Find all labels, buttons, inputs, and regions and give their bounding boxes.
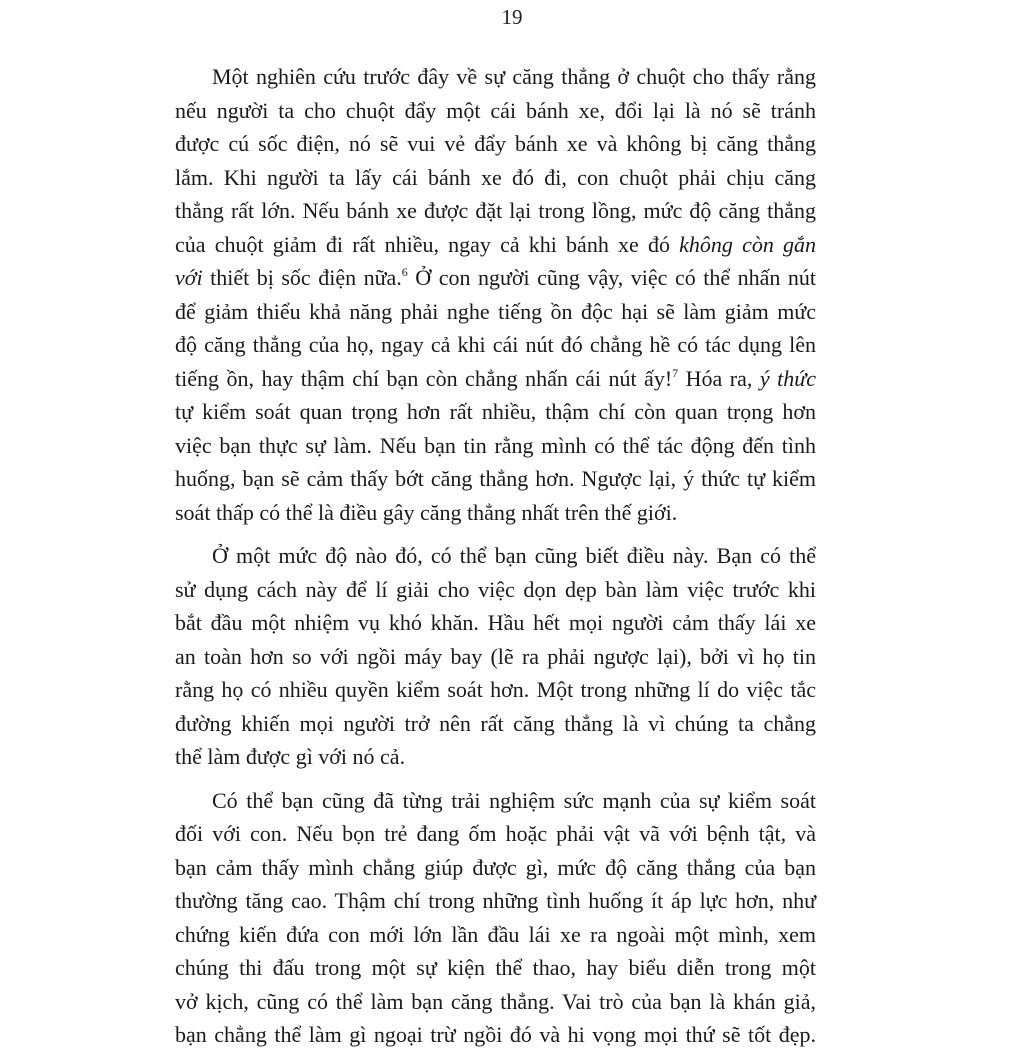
text-line (175, 60, 816, 94)
page-number: 19 (501, 5, 523, 29)
text-run: của chuột giảm đi rất nhiều, ngay cả khi bánh xe đó (175, 231, 680, 257)
text-run: chúng thi đấu trong một sự kiện thể thao, hay biểu diễn trong một (175, 955, 816, 980)
body-text (175, 60, 816, 1062)
text-run: độ căng thẳng của họ, ngay cả khi cái nút đó chẳng hề có tác dụng lên (175, 332, 816, 357)
text-run: thẳng rất lớn. Nếu bánh xe được đặt lại trong lồng, mức độ căng thẳng (175, 198, 816, 223)
text-run: soát thấp có thể là điều gây căng thẳng nhất trên thế giới. (175, 499, 678, 525)
text-line (175, 429, 816, 463)
text-line (175, 194, 816, 228)
text-line (175, 295, 816, 329)
text-line (175, 985, 816, 1019)
text-run: rằng họ có nhiều quyền kiểm soát hơn. Một trong những lí do việc tắc (175, 677, 816, 702)
paragraph (175, 60, 816, 529)
text-line (175, 784, 816, 818)
text-run: được cú sốc điện, nó sẽ vui vẻ đẩy bánh xe và không bị căng thẳng (175, 131, 816, 156)
text-line (175, 606, 816, 640)
text-run: đối với con. Nếu bọn trẻ đang ốm hoặc phải vật vã với bệnh tật, và (175, 821, 816, 846)
text-run: Ở một mức độ nào đó, có thể bạn cũng biết điều này. Bạn có thể (212, 543, 816, 568)
italic-text: không còn gắn (679, 231, 817, 257)
text-line (175, 740, 816, 774)
text-line (175, 395, 816, 429)
paragraph (175, 784, 816, 1052)
text-run: việc bạn thực sự làm. Nếu bạn tin rằng mình có thể tác động đến tình (175, 432, 816, 458)
footnote-marker: 6 (401, 265, 408, 279)
text-run: Hóa ra, (678, 365, 760, 391)
text-line (175, 94, 816, 128)
text-run: thể làm được gì với nó cả. (175, 744, 406, 769)
text-line (175, 673, 816, 707)
text-run: Một nghiên cứu trước đây về sự căng thẳng ở chuột cho thấy rằng (212, 64, 816, 89)
text-line (175, 573, 816, 607)
text-run: bạn chẳng thể làm gì ngoại trừ ngồi đó và hi vọng mọi thứ sẽ tốt đẹp. (175, 1022, 816, 1047)
paragraph (175, 539, 816, 774)
text-line (175, 884, 816, 918)
text-run: đường khiến mọi người trở nên rất căng thẳng là vì chúng ta chẳng (175, 710, 816, 736)
text-run: để giảm thiểu khả năng phải nghe tiếng ồn độc hại sẽ làm giảm mức (175, 298, 816, 324)
text-line (175, 496, 816, 530)
text-line (175, 328, 816, 362)
text-line (175, 707, 816, 741)
text-line (175, 539, 816, 573)
text-line (175, 640, 816, 674)
text-run: an toàn hơn so với ngồi máy bay (lẽ ra phải ngược lại), bởi vì họ tin (175, 643, 816, 669)
text-run: tiếng ồn, hay thậm chí bạn còn chẳng nhấn cái nút ấy! (175, 365, 673, 391)
text-line (175, 462, 816, 496)
text-line (175, 127, 816, 161)
text-run: thường tăng cao. Thậm chí trong những tình huống ít áp lực hơn, như (175, 888, 816, 913)
text-run: thiết bị sốc điện nữa. (202, 265, 402, 290)
text-run: bạn cảm thấy mình chẳng giúp được gì, mức độ căng thẳng của bạn (175, 854, 816, 880)
text-line (175, 951, 816, 985)
text-run: nếu người ta cho chuột đẩy một cái bánh xe, đổi lại là nó sẽ tránh (175, 97, 816, 123)
text-line (175, 918, 816, 952)
text-line (175, 1018, 816, 1052)
text-run: bắt đầu một nhiệm vụ khó khăn. Hầu hết mọi người cảm thấy lái xe (175, 610, 816, 635)
text-run: vở kịch, cũng có thể làm bạn căng thẳng. Vai trò của bạn là khán giả, (175, 988, 816, 1014)
text-run: chứng kiến đứa con mới lớn lần đầu lái xe ra ngoài một mình, xem (175, 921, 816, 947)
text-line (175, 161, 816, 195)
text-line (175, 228, 816, 262)
text-line (175, 261, 816, 295)
footnote-marker: 7 (672, 365, 679, 380)
text-line (175, 362, 816, 396)
text-run: tự kiểm soát quan trọng hơn rất nhiều, thậm chí còn quan trọng hơn (175, 399, 816, 424)
text-run: huống, bạn sẽ cảm thấy bớt căng thẳng hơn. Ngược lại, ý thức tự kiểm (175, 466, 816, 491)
text-run: Ở con người cũng vậy, việc có thể nhấn nút (407, 265, 816, 290)
italic-text: ý thức (759, 365, 817, 391)
italic-text: với (175, 265, 203, 290)
text-line (175, 851, 816, 885)
text-run: Có thể bạn cũng đã từng trải nghiệm sức mạnh của sự kiểm soát (212, 787, 816, 813)
text-run: lắm. Khi người ta lấy cái bánh xe đó đi, con chuột phải chịu căng (175, 164, 816, 190)
text-run: sử dụng cách này để lí giải cho việc dọn dẹp bàn làm việc trước khi (175, 576, 816, 602)
text-line (175, 817, 816, 851)
